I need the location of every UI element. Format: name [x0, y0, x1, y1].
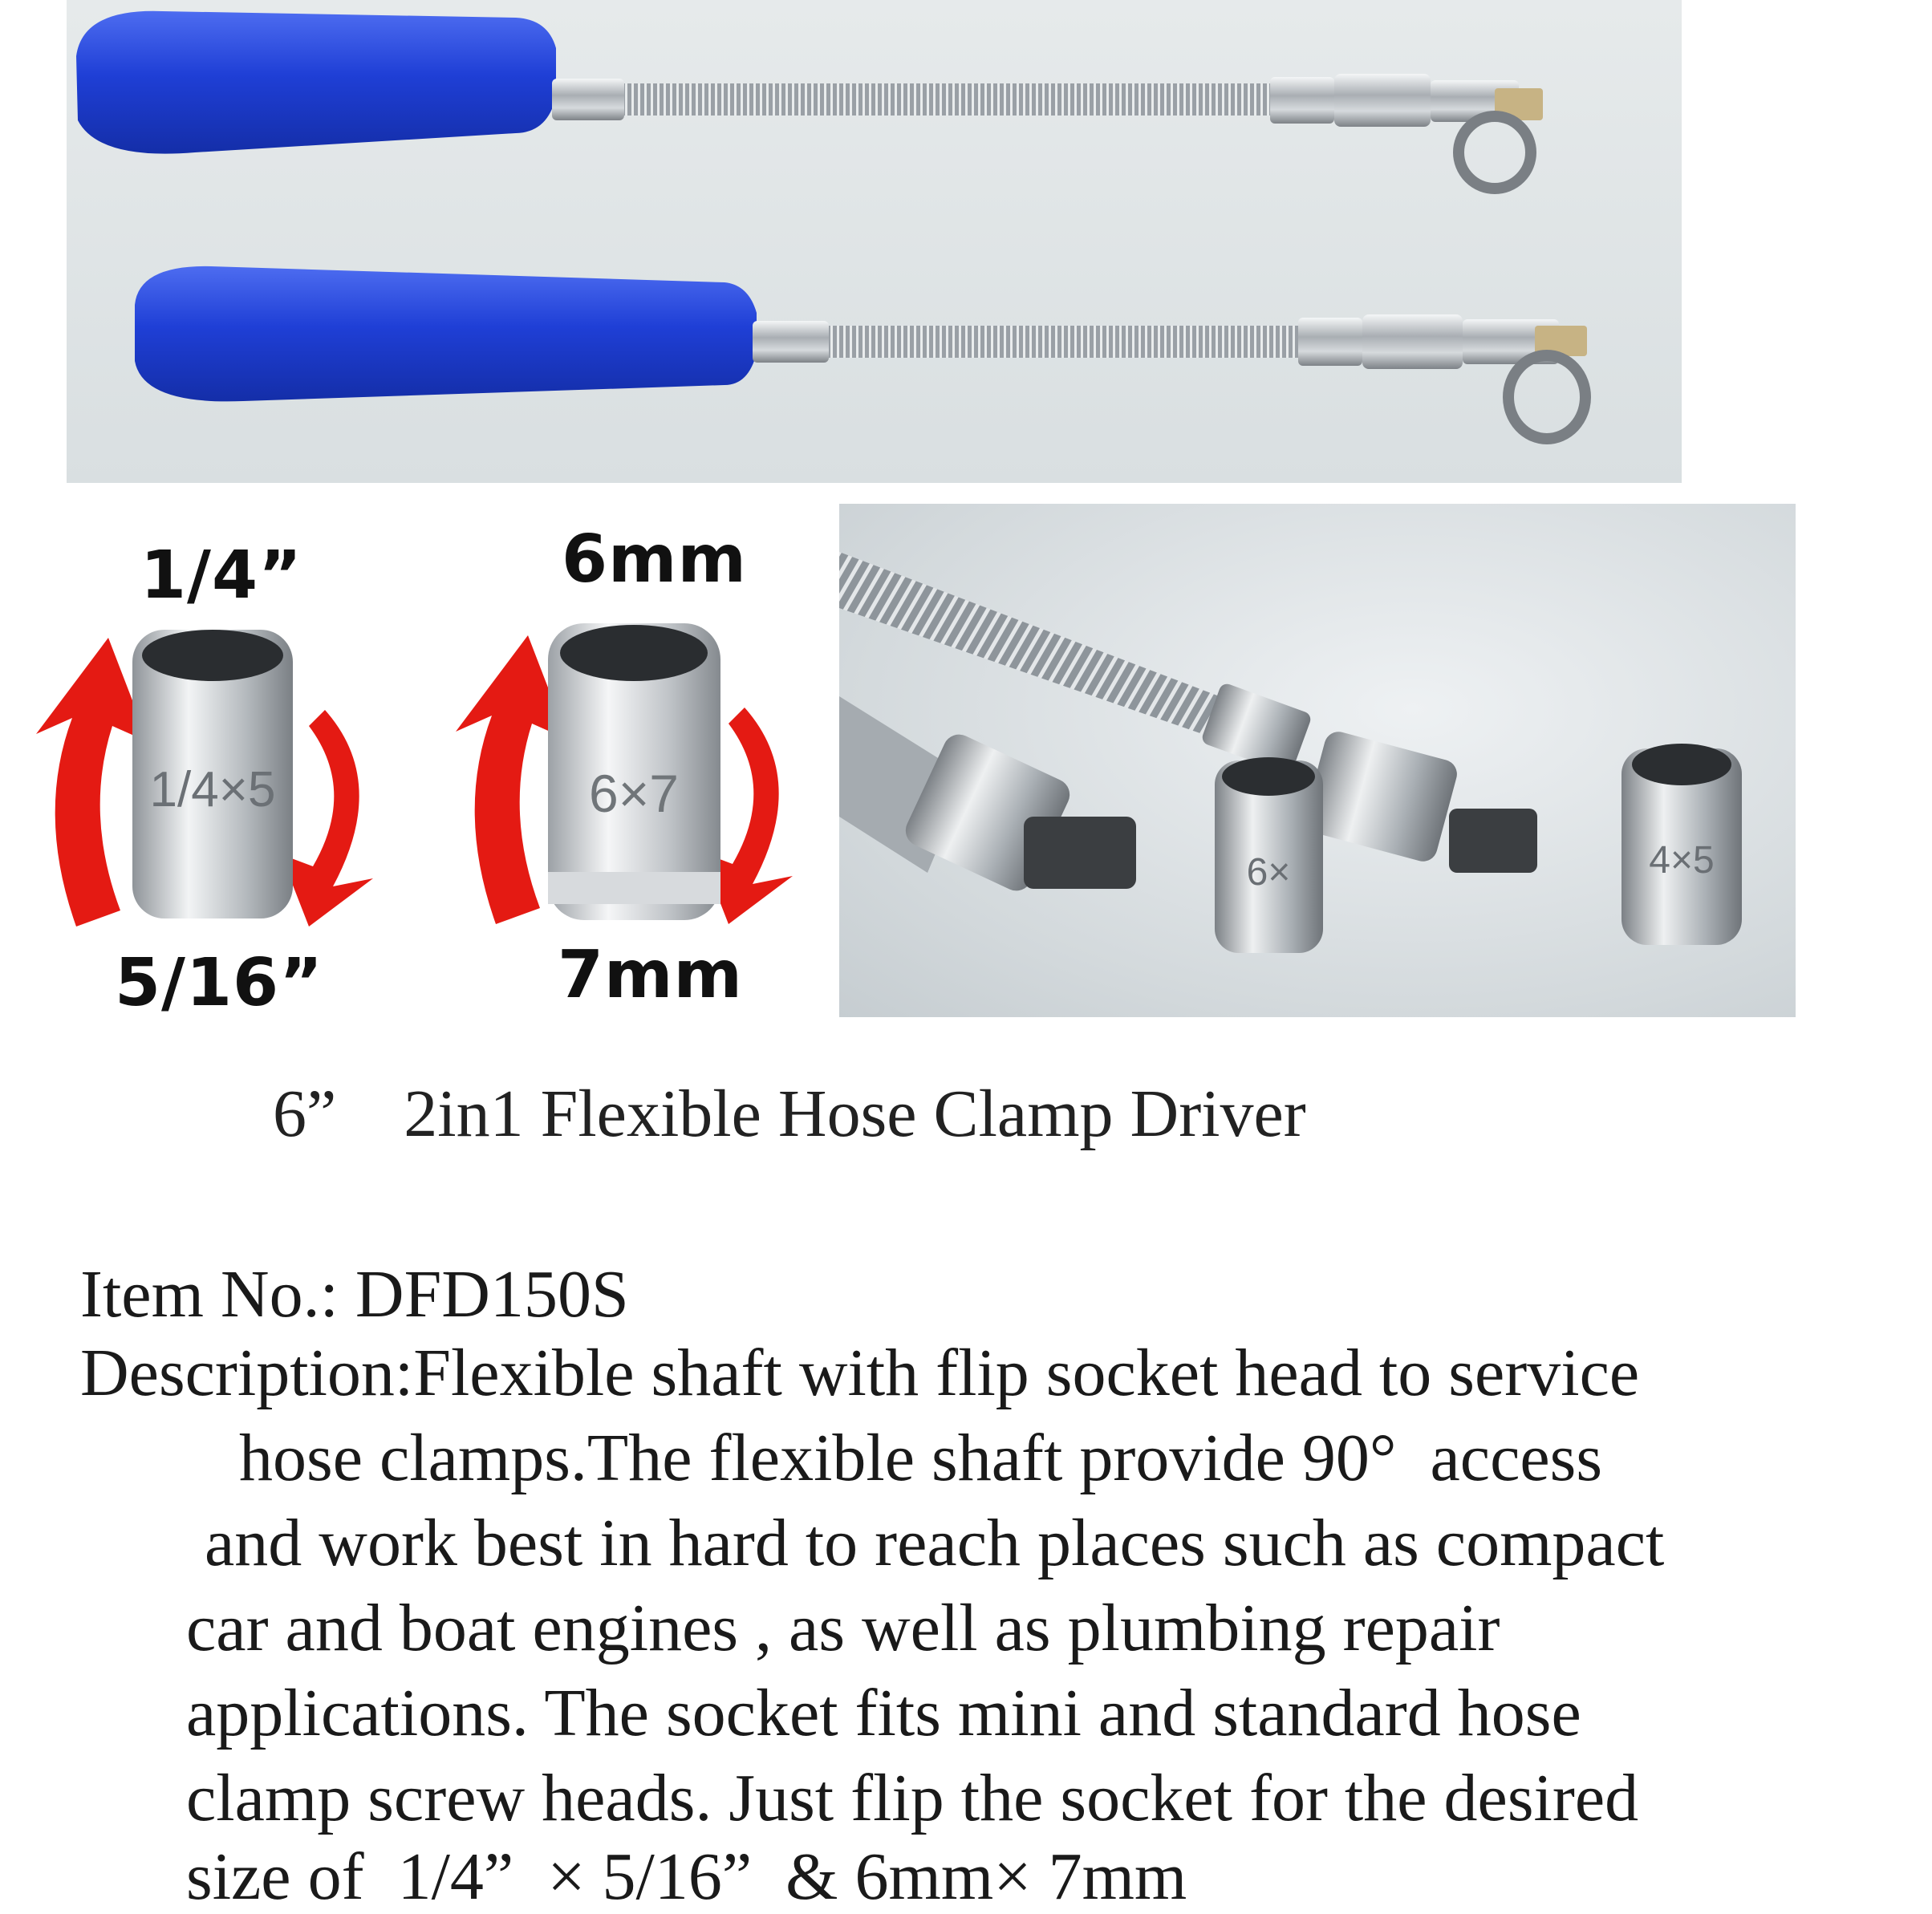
socket-4x5-photo [1622, 744, 1742, 945]
driver-1 [76, 11, 1543, 189]
socket-engraving-metric: 6×7 [589, 764, 679, 823]
description-line: car and boat engines , as well as plumbing repair [186, 1591, 1500, 1665]
driver-2 [135, 266, 1587, 439]
sockets-closeup-illustration [839, 504, 1796, 1017]
description-line: size of 1/4” × 5/16” & 6mm× 7mm [186, 1839, 1187, 1914]
socket-metric-graphic [448, 619, 813, 924]
description-line: hose clamps.The flexible shaft provide 90° access [239, 1421, 1603, 1495]
description-line: applications. The socket fits mini and standard hose [186, 1676, 1581, 1750]
size-label-7mm: 7mm [558, 937, 743, 1013]
product-title: 6” 2in1 Flexible Hose Clamp Driver [273, 1077, 1306, 1151]
socket-6x-photo [1215, 757, 1323, 953]
size-label-five-sixteenths: 5/16” [115, 945, 324, 1021]
drivers-illustration [67, 0, 1682, 483]
item-number: Item No.: DFD150S [80, 1257, 629, 1332]
description-line: and work best in hard to reach places such as compact [205, 1506, 1665, 1580]
svg-text:6×: 6× [1246, 851, 1291, 894]
description-line: clamp screw heads. Just flip the socket for the desired [186, 1761, 1639, 1835]
rotate-arrow-down-icon [281, 710, 373, 927]
socket-imperial-graphic [20, 622, 397, 927]
socket-engraving-imperial: 1/4×5 [149, 762, 276, 817]
rotate-arrow-up-icon [36, 638, 148, 927]
description-line: Description:Flexible shaft with flip socket head to service [80, 1336, 1640, 1410]
size-label-quarter-inch: 1/4” [140, 537, 302, 614]
svg-text:4×5: 4×5 [1649, 839, 1715, 882]
product-photo-drivers [67, 0, 1682, 483]
product-photo-sockets [839, 504, 1796, 1017]
size-label-6mm: 6mm [562, 521, 747, 598]
